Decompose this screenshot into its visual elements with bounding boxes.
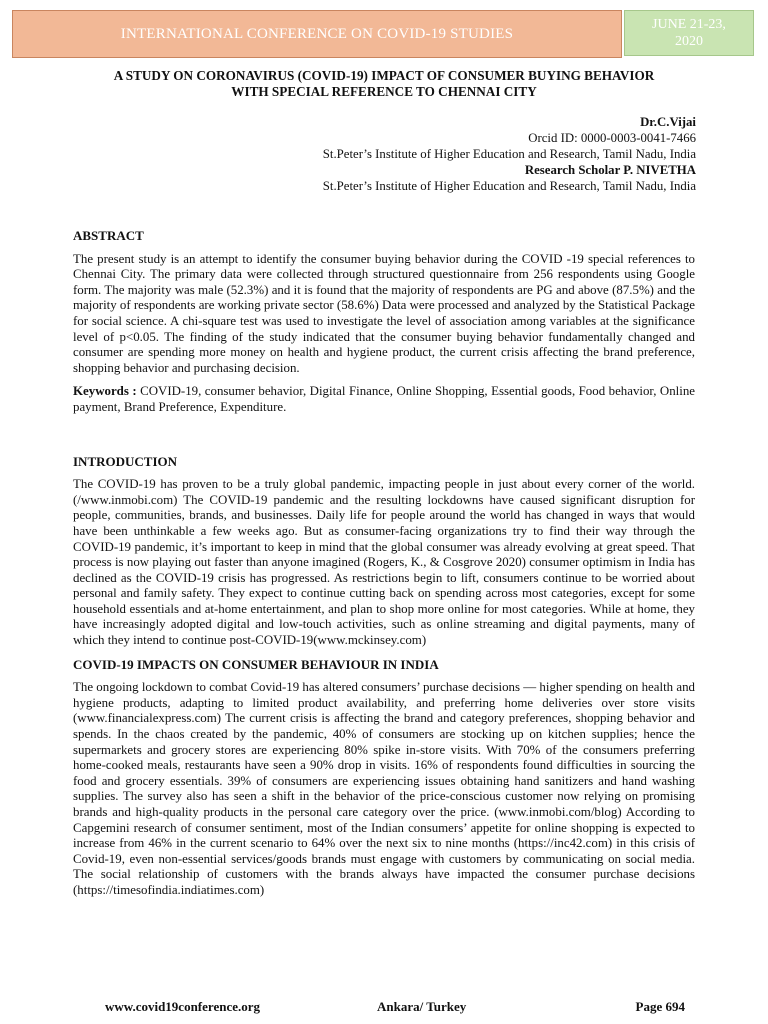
keywords [73,384,695,415]
keywords-text: COVID-19, consumer behavior, Digital Finance, Online Shopping, Essential goods, Food behavior, Online payment, Brand Preference, Expenditure. [73,384,695,414]
author-block [200,114,696,194]
page-footer [105,999,685,1017]
introduction-text: The COVID-19 has proven to be a truly global pandemic, impacting people in just about every corner of the world. (/www.inmobi.com) The COVID-19 pandemic and the resulting lockdowns have caused significant disruption for people, communities, brands, and businesses. Daily life for people around the world has changed in ways that would have been unthinkable a few weeks ago. But as consumer-facing organizations try to find their way through the COVID-19 pandemic, it’s important to keep in mind that the global consumer was already evolving at great speed. That process is now playing out faster than anyone imagined (Rogers, K., & Cosgrove 2020) consumer optimism in India has declined as the COVID-19 crisis has progressed. As restrictions begin to lift, consumers continue to be worried about personal and family safety. They expect to continue cutting back on spending across most categories, except for some household essentials and at-home entertainment, and plan to shop more online for most categories. While at home, they have increasingly adopted digital and low-touch activities, such as online streaming and digital payments, many of which they intend to continue post-COVID-19(www.mckinsey.com) [73,477,695,648]
footer-location: Ankara/ Turkey [377,999,467,1014]
introduction-heading: INTRODUCTION [73,453,178,469]
author-1-name: Dr.C.Vijai [640,115,696,129]
abstract-text: The present study is an attempt to identify the consumer buying behavior during the COVID -19 special references to Chennai City. The primary data were collected through structured questionnaire from 256 respondents using Google form. The majority was male (52.3%) and it is found that the majority of respondents are PG and above (87.5%) and the majority of respondents are working private sector (58.6%) Data were processed and analyzed by the Statistical Package for social science. A chi-square test was used to investigate the level of association among variables at the significance level of p<0.05. The finding of the study indicated that the consumer buying behavior fundamentally changed and consumer are spending more money on health and hygiene product, the current crisis affecting the brand preference, shopping behavior and purchasing decision. [73,251,695,375]
date-line-2: 2020 [675,34,703,49]
footer-page-number: Page 694 [635,999,685,1014]
abstract-heading: ABSTRACT [73,228,144,243]
paper-body [73,228,695,899]
title-line-2: WITH SPECIAL REFERENCE TO CHENNAI CITY [231,84,537,99]
date-line-1: JUNE 21-23, [652,17,726,32]
footer-website: www.covid19conference.org [105,999,261,1014]
impacts-text: The ongoing lockdown to combat Covid-19 has altered consumers’ purchase decisions — higher spending on health and hygiene products, adapting to limited product availability, and preferring home deliveries over store visits (www.financialexpress.com) The current crisis is affecting the brand and category preferences, shopping behavior and spends. In the chaos created by the pandemic, 40% of consumers are stocking up on kitchen supplies; hence the supermarkets and grocery stores are experiencing 80% spike in-store visits. With 70% of the consumers preferring home-cooked meals, restaurants have seen a 90% drop in visits. 16% of respondents found difficulties in sourcing the food and grocery essentials. 39% of consumers are experiencing issues obtaining hand sanitizers and hand washing supplies. The survey also has seen a shift in the behavior of the price-conscious customer now relying on promising brands and high-quality products in the personal care category over the price. (www.inmobi.com/blog) According to Capgemini research of consumer sentiment, most of the Indian consumers’ appetite for online shopping is expected to increase from 46% in the current scenario to 64% over the next six to nine months (https://inc42.com) in this crisis of Covid-19, even non-essential services/goods brands must engage with customers by communicating on social media. The social relationship of customers with the brands always have impacted the consumer purchase decisions (https://timesofindia.indiatimes.com) [73,680,695,897]
author-2-affiliation: St.Peter’s Institute of Higher Education and Research, Tamil Nadu, India [322,179,696,193]
page-header [12,10,756,58]
date-banner [624,10,754,56]
author-2-name: Research Scholar P. NIVETHA [524,163,696,177]
conference-title: INTERNATIONAL CONFERENCE ON COVID-19 STUDIES [120,25,514,42]
author-1-affiliation: St.Peter’s Institute of Higher Education and Research, Tamil Nadu, India [322,147,696,161]
keywords-label: Keywords : [73,384,137,399]
impacts-heading: COVID-19 IMPACTS ON CONSUMER BEHAVIOUR IN INDIA [73,656,439,672]
title-line-1: A STUDY ON CORONAVIRUS (COVID-19) IMPACT OF CONSUMER BUYING BEHAVIOR [113,68,655,83]
conference-banner [12,10,622,58]
paper-title [72,68,696,100]
author-1-orcid: Orcid ID: 0000-0003-0041-7466 [528,131,696,145]
